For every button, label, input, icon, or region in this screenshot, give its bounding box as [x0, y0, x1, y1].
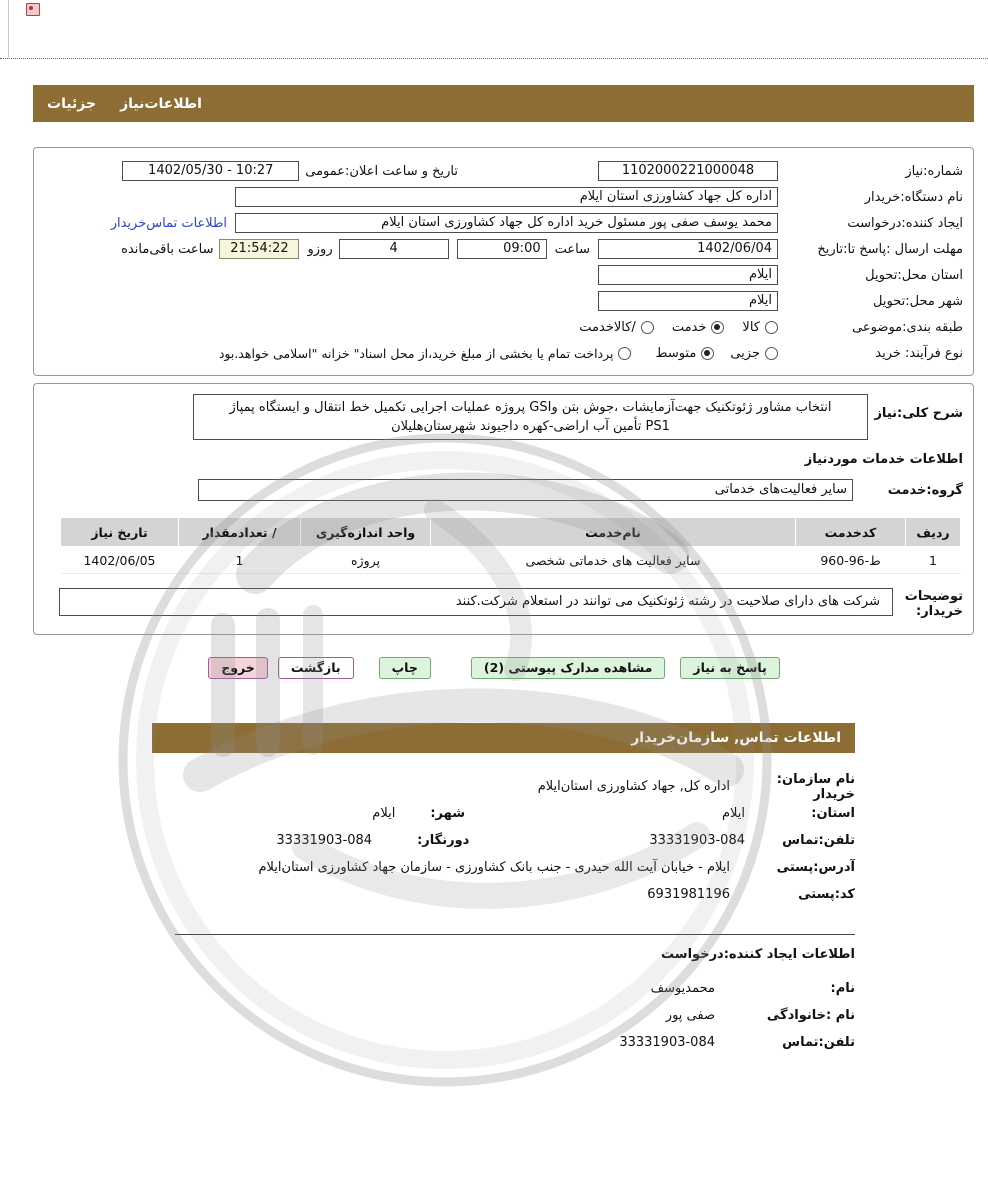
option-process-minor[interactable]: [730, 346, 778, 361]
radio-treasury-icon[interactable]: [618, 347, 631, 360]
top-strip: [0, 0, 988, 59]
need-description-line2: PS1 تأمین آب اراضی-کهره داجیوند شهرستان‌هلیلان: [391, 419, 670, 434]
creator-heading: اطلاعات ایجاد کننده:درخواست: [661, 947, 855, 962]
service-group-label: گروه:خدمت: [887, 482, 963, 498]
radio-goods-service-icon[interactable]: [641, 321, 654, 334]
buyer-notes-label-line2: خریدار:: [916, 604, 963, 619]
delivery-province-label: استان محل:تحویل: [865, 267, 963, 283]
remaining-time-badge: 21:54:22: [219, 239, 299, 259]
need-number-field[interactable]: 1102000221000048: [598, 161, 778, 181]
need-summary-panel: [33, 147, 974, 376]
contact-header-bar: اطلاعات تماس, سازمان‌خریدار: [152, 723, 855, 753]
radio-goods-icon[interactable]: [765, 321, 778, 334]
contact-city-label: شهر:: [430, 806, 465, 821]
contact-city-value: ایلام: [372, 806, 396, 821]
option-goods-service[interactable]: [579, 320, 654, 335]
delivery-city-label: شهر محل:تحویل: [873, 293, 963, 309]
respond-button[interactable]: پاسخ به نیاز: [680, 657, 779, 679]
option-treasury-payment[interactable]: [219, 346, 632, 361]
cell-quantity: 1: [179, 547, 301, 574]
services-table-row: [61, 547, 961, 574]
tab-details[interactable]: جزئیات: [47, 95, 97, 112]
request-creator-field[interactable]: محمد یوسف صفی پور مسئول خرید اداره کل جهاد کشاورزی استان ایلام: [235, 213, 778, 233]
header-unit: واحد اندازه‌گیری: [301, 518, 431, 547]
deadline-time-field[interactable]: 09:00: [457, 239, 547, 259]
services-heading: اطلاعات خدمات موردنیاز: [804, 452, 963, 467]
classification-row: [44, 314, 963, 340]
contact-province-value: ایلام: [721, 806, 745, 821]
separator-line: [175, 934, 855, 935]
creator-firstname-row: [152, 975, 855, 1002]
contact-section: [152, 723, 855, 1056]
creator-phone-label: تلفن:تماس: [782, 1035, 855, 1050]
service-group-field[interactable]: سایر فعالیت‌های خدماتی: [198, 479, 853, 501]
buyer-contact-link[interactable]: اطلاعات تماس‌خریدار: [110, 215, 227, 231]
request-creator-label: ایجاد کننده:درخواست: [847, 215, 963, 231]
view-attachments-button[interactable]: مشاهده مدارک پیوستی (2): [471, 657, 666, 679]
radio-medium-icon[interactable]: [701, 347, 714, 360]
days-label: روزو: [307, 241, 333, 257]
delivery-city-field[interactable]: ایلام: [598, 291, 778, 311]
radio-minor-icon[interactable]: [765, 347, 778, 360]
delivery-province-row: [44, 262, 963, 288]
cell-unit: پروژه: [301, 547, 431, 574]
days-remaining-field[interactable]: 4: [339, 239, 449, 259]
print-button[interactable]: چاپ: [379, 657, 431, 679]
contact-postal-label: کد:پستی: [798, 887, 855, 902]
creator-firstname-label: نام:: [830, 981, 855, 996]
contact-phone-fax-row: [152, 827, 855, 854]
buyer-org-label: نام دستگاه:خریدار: [864, 189, 963, 205]
deadline-row: [44, 236, 963, 262]
contact-address-label: آدرس:پستی: [776, 860, 855, 875]
deadline-date-field[interactable]: 1402/06/04: [598, 239, 778, 259]
action-buttons-row: [0, 657, 988, 679]
cell-row-number: 1: [906, 547, 961, 574]
request-creator-row: [44, 210, 963, 236]
tab-need-info[interactable]: اطلاعات‌نیاز: [120, 95, 202, 112]
buyer-org-field[interactable]: اداره کل جهاد کشاورزی استان ایلام: [235, 187, 778, 207]
tab-bar: [33, 85, 974, 122]
buyer-notes-label: [893, 588, 963, 619]
header-service-name: نام‌خدمت: [431, 518, 796, 547]
contact-fax-label: دورنگار:: [417, 833, 470, 848]
creator-lastname-value: صفی پور: [665, 1008, 715, 1023]
treasury-note-label: پرداخت تمام یا بخشی از مبلغ خرید،از محل اسناد" خزانه "اسلامی خواهد.بود: [218, 345, 614, 361]
buyer-org-row: [44, 184, 963, 210]
option-process-medium[interactable]: [655, 346, 714, 361]
back-button[interactable]: بازگشت: [278, 657, 354, 679]
creator-lastname-row: [152, 1002, 855, 1029]
contact-org-value: اداره کل, جهاد کشاورزی استان‌ایلام: [537, 779, 730, 794]
buyer-notes-label-line1: توضیحات: [904, 589, 963, 604]
announce-datetime-label: تاریخ و ساعت اعلان:عمومی: [305, 163, 458, 179]
contact-org-label: نام سازمان: خریدار: [776, 771, 855, 802]
need-number-row: [44, 158, 963, 184]
creator-phone-row: [152, 1029, 855, 1056]
contact-fax-value: 33331903-084: [276, 833, 373, 848]
process-type-label: نوع فرآیند: خرید: [875, 345, 963, 361]
contact-postal-row: [152, 881, 855, 908]
contact-postal-value: 6931981196: [647, 887, 730, 902]
classification-label: طبقه بندی:موضوعی: [852, 319, 963, 335]
option-medium-label: متوسط: [655, 345, 697, 361]
delivery-province-field[interactable]: ایلام: [598, 265, 778, 285]
buyer-notes-row: [44, 588, 963, 619]
creator-lastname-label: نام :خانوادگی: [766, 1008, 855, 1023]
creator-firstname-value: محمدیوسف: [650, 981, 715, 996]
broken-image-icon: [26, 3, 40, 16]
header-quantity: / تعدادمقدار: [179, 518, 301, 547]
header-row-number: ردیف: [906, 518, 961, 547]
need-description-label: شرح کلی:نیاز: [874, 406, 963, 421]
contact-address-row: [152, 854, 855, 881]
buyer-notes-box[interactable]: شرکت های دارای صلاحیت در رشته ژئوتکنیک می توانند در استعلام شرکت.کنند: [59, 588, 893, 616]
remaining-time-label: ساعت باقی‌مانده: [121, 241, 214, 257]
exit-button[interactable]: خروج: [208, 657, 268, 679]
header-need-date: تاریخ نیاز: [61, 518, 179, 547]
need-number-label: شماره:نیاز: [905, 163, 963, 179]
option-minor-label: جزیی: [730, 345, 760, 361]
option-goods-label: کالا: [742, 319, 760, 335]
need-description-box[interactable]: [193, 394, 868, 440]
option-goods[interactable]: [742, 320, 778, 335]
announce-datetime-field[interactable]: 1402/05/30 - 10:27: [122, 161, 299, 181]
option-goods-service-label: /کالاخدمت: [579, 319, 636, 335]
cell-need-date: 1402/06/05: [61, 547, 179, 574]
creator-phone-value: 33331903-084: [619, 1035, 715, 1050]
contact-province-label: استان:: [811, 806, 855, 821]
services-table: [60, 517, 961, 574]
hour-label: ساعت: [554, 241, 590, 257]
services-table-header-row: [61, 518, 961, 547]
header-service-code: کدخدمت: [796, 518, 906, 547]
need-detail-panel: [33, 383, 974, 635]
cell-service-code: ط-96-960: [796, 547, 906, 574]
contact-phone-label: تلفن:تماس: [782, 833, 855, 848]
contact-org-row: [152, 773, 855, 800]
process-type-row: [44, 340, 963, 366]
deadline-label: مهلت ارسال :پاسخ تا:تاریخ: [817, 241, 963, 257]
radio-service-icon[interactable]: [711, 321, 724, 334]
cell-service-name: سایر فعالیت های خدماتی شخصی: [431, 547, 796, 574]
option-service[interactable]: [672, 320, 725, 335]
left-edge-line: [8, 0, 9, 58]
need-description-line1: انتخاب مشاور ژئوتکنیک جهت‌آزمایشات ،جوش بتن وGSI پروژه عملیات اجرایی تکمیل خط انتقال و ایستگاه پمپاژ: [229, 400, 832, 415]
service-group-row: [44, 479, 963, 501]
need-description-row: [44, 394, 963, 440]
contact-address-value: ایلام - خیابان آیت الله حیدری - جنب بانک کشاورزی - سازمان جهاد کشاورزی استان‌ایلام: [258, 860, 730, 875]
contact-province-city-row: [152, 800, 855, 827]
delivery-city-row: [44, 288, 963, 314]
option-service-label: خدمت: [671, 319, 707, 335]
contact-phone-value: 33331903-084: [649, 833, 745, 848]
